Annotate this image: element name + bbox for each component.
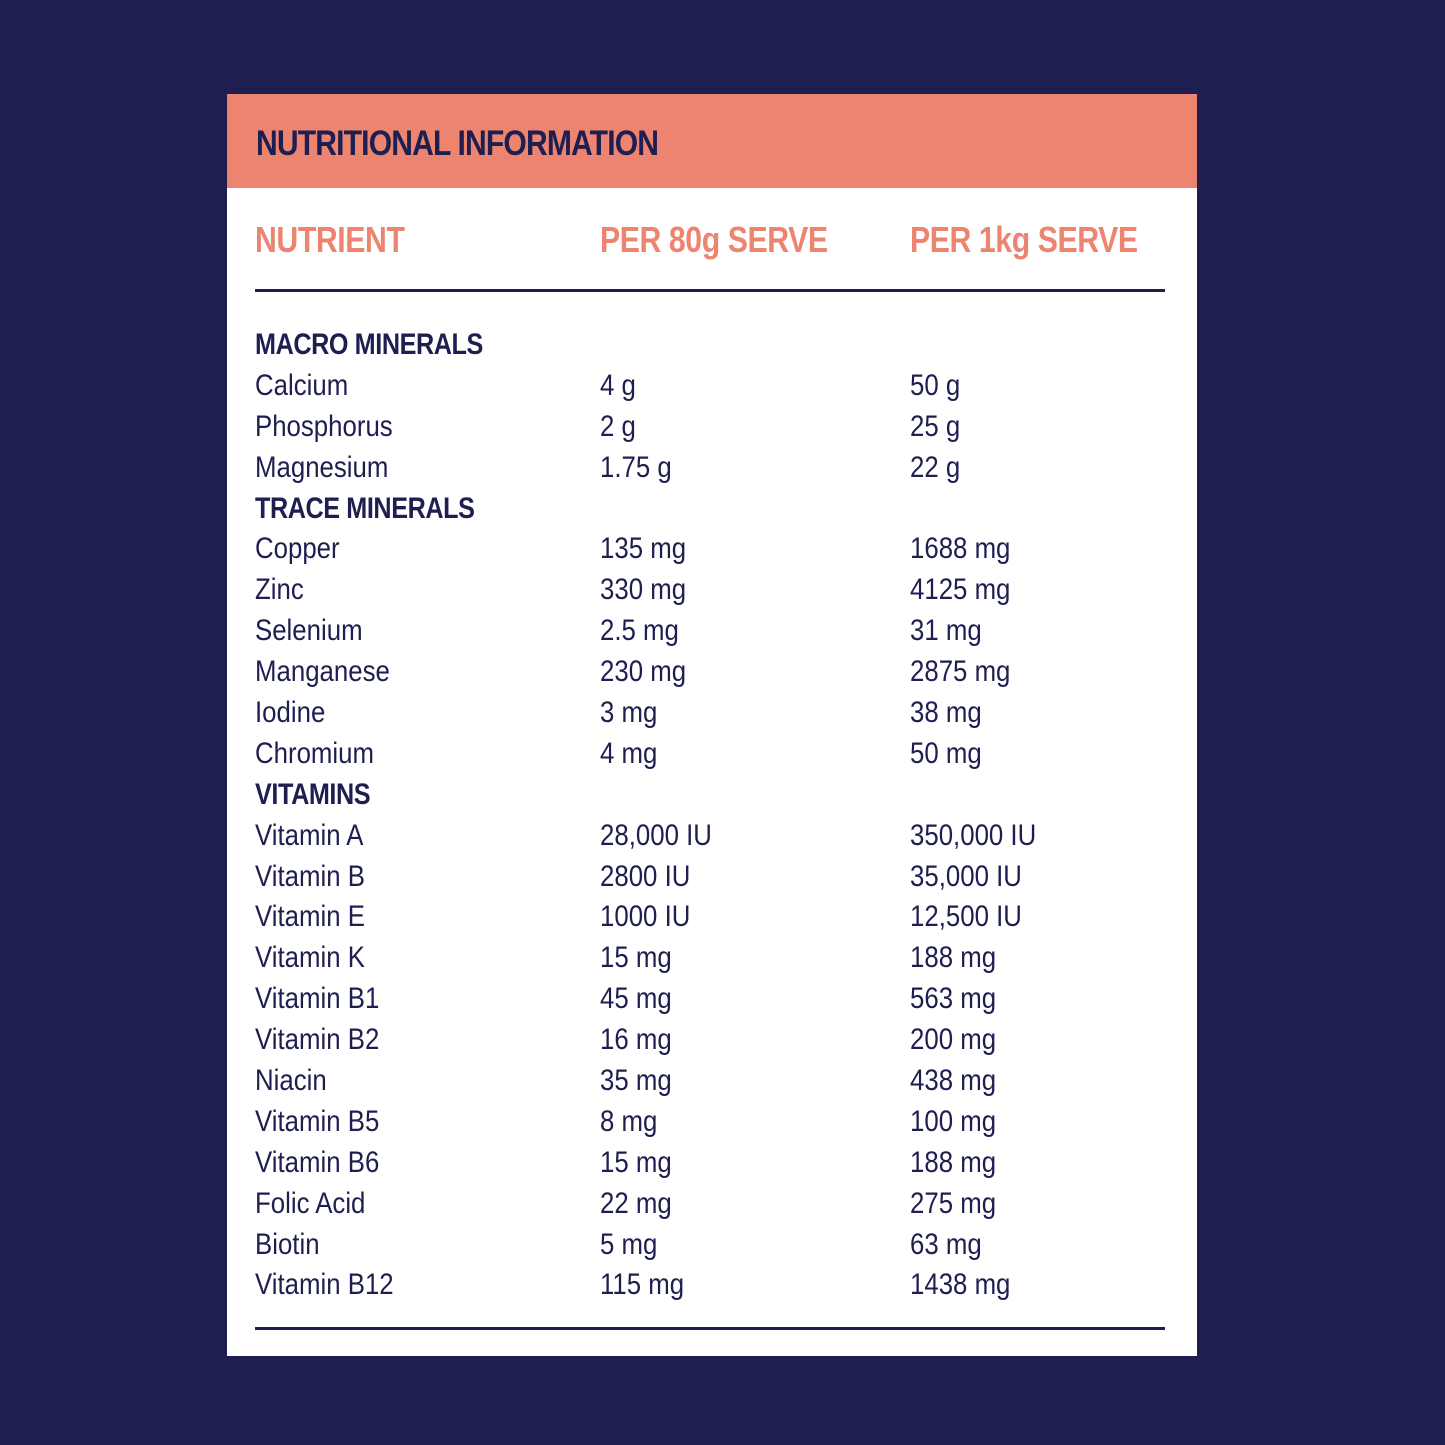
value-per-80g: 8 mg bbox=[600, 1104, 658, 1138]
table-row bbox=[227, 1102, 1197, 1143]
section-header-row bbox=[227, 489, 1197, 530]
value-per-1kg: 350,000 IU bbox=[910, 818, 1037, 852]
value-per-1kg: 188 mg bbox=[910, 1145, 997, 1179]
value-per-80g: 1000 IU bbox=[600, 900, 691, 934]
nutrient-name: Zinc bbox=[255, 573, 304, 607]
value-per-80g: 15 mg bbox=[600, 941, 672, 975]
value-per-1kg: 100 mg bbox=[910, 1104, 997, 1138]
nutrient-name: Chromium bbox=[255, 736, 374, 770]
value-per-1kg: 38 mg bbox=[910, 696, 982, 730]
value-per-1kg: 50 mg bbox=[910, 736, 982, 770]
nutrient-name: Niacin bbox=[255, 1064, 327, 1098]
nutrient-name: Magnesium bbox=[255, 450, 389, 484]
table-row bbox=[227, 816, 1197, 857]
value-per-80g: 22 mg bbox=[600, 1186, 672, 1220]
value-per-80g: 3 mg bbox=[600, 696, 658, 730]
section-title: TRACE MINERALS bbox=[255, 491, 475, 525]
table-row bbox=[227, 734, 1197, 775]
value-per-1kg: 1438 mg bbox=[910, 1268, 1011, 1302]
section-title: VITAMINS bbox=[255, 777, 371, 811]
table-row bbox=[227, 1184, 1197, 1225]
value-per-80g: 135 mg bbox=[600, 532, 687, 566]
table-row bbox=[227, 1020, 1197, 1061]
value-per-1kg: 2875 mg bbox=[910, 655, 1011, 689]
nutrient-name: Vitamin B5 bbox=[255, 1104, 380, 1138]
value-per-1kg: 4125 mg bbox=[910, 573, 1011, 607]
nutrient-table-body bbox=[227, 325, 1197, 1306]
value-per-80g: 2.5 mg bbox=[600, 614, 679, 648]
column-header-nutrient: NUTRIENT bbox=[255, 219, 405, 260]
table-row bbox=[227, 407, 1197, 448]
value-per-1kg: 12,500 IU bbox=[910, 900, 1022, 934]
value-per-80g: 4 mg bbox=[600, 736, 658, 770]
value-per-80g: 15 mg bbox=[600, 1145, 672, 1179]
title-banner bbox=[227, 94, 1197, 188]
table-row bbox=[227, 693, 1197, 734]
value-per-80g: 2 g bbox=[600, 409, 636, 443]
value-per-1kg: 563 mg bbox=[910, 982, 997, 1016]
nutrient-name: Iodine bbox=[255, 696, 326, 730]
value-per-1kg: 35,000 IU bbox=[910, 859, 1022, 893]
value-per-80g: 4 g bbox=[600, 368, 636, 402]
nutrition-panel bbox=[227, 94, 1197, 1356]
nutrient-name: Vitamin B1 bbox=[255, 982, 380, 1016]
header-divider bbox=[255, 289, 1165, 292]
nutrient-name: Selenium bbox=[255, 614, 363, 648]
value-per-1kg: 200 mg bbox=[910, 1023, 997, 1057]
table-row bbox=[227, 938, 1197, 979]
table-row bbox=[227, 448, 1197, 489]
footer-divider bbox=[255, 1327, 1165, 1330]
nutrient-name: Vitamin B bbox=[255, 859, 365, 893]
nutrient-name: Vitamin B2 bbox=[255, 1023, 380, 1057]
value-per-80g: 2800 IU bbox=[600, 859, 691, 893]
table-row bbox=[227, 1143, 1197, 1184]
section-header-row bbox=[227, 325, 1197, 366]
value-per-80g: 35 mg bbox=[600, 1064, 672, 1098]
value-per-1kg: 188 mg bbox=[910, 941, 997, 975]
value-per-80g: 16 mg bbox=[600, 1023, 672, 1057]
page-title: NUTRITIONAL INFORMATION bbox=[256, 124, 659, 163]
value-per-80g: 1.75 g bbox=[600, 450, 672, 484]
nutrient-name: Vitamin B12 bbox=[255, 1268, 394, 1302]
value-per-80g: 230 mg bbox=[600, 655, 687, 689]
section-title: MACRO MINERALS bbox=[255, 328, 483, 361]
value-per-1kg: 438 mg bbox=[910, 1064, 997, 1098]
table-row bbox=[227, 897, 1197, 938]
value-per-1kg: 1688 mg bbox=[910, 532, 1011, 566]
nutrient-name: Calcium bbox=[255, 368, 349, 402]
value-per-80g: 115 mg bbox=[600, 1268, 685, 1302]
nutrient-name: Folic Acid bbox=[255, 1186, 366, 1220]
nutrient-name: Vitamin A bbox=[255, 818, 364, 852]
value-per-1kg: 63 mg bbox=[910, 1227, 982, 1261]
value-per-80g: 28,000 IU bbox=[600, 818, 712, 852]
value-per-80g: 5 mg bbox=[600, 1227, 658, 1261]
table-row bbox=[227, 1061, 1197, 1102]
value-per-1kg: 25 g bbox=[910, 409, 961, 443]
nutrient-name: Phosphorus bbox=[255, 409, 393, 443]
nutrient-name: Biotin bbox=[255, 1227, 320, 1261]
nutrient-name: Copper bbox=[255, 532, 340, 566]
table-row bbox=[227, 1265, 1197, 1306]
table-row bbox=[227, 652, 1197, 693]
value-per-1kg: 275 mg bbox=[910, 1186, 997, 1220]
table-row bbox=[227, 570, 1197, 611]
table-row bbox=[227, 611, 1197, 652]
table-row bbox=[227, 857, 1197, 898]
value-per-80g: 45 mg bbox=[600, 982, 672, 1016]
section-header-row bbox=[227, 775, 1197, 816]
nutrient-name: Vitamin E bbox=[255, 900, 365, 934]
nutrient-name: Vitamin B6 bbox=[255, 1145, 380, 1179]
table-row bbox=[227, 366, 1197, 407]
value-per-1kg: 50 g bbox=[910, 368, 961, 402]
nutrient-name: Manganese bbox=[255, 655, 390, 689]
table-row bbox=[227, 529, 1197, 570]
value-per-80g: 330 mg bbox=[600, 573, 687, 607]
table-row bbox=[227, 979, 1197, 1020]
column-header-per-1kg: PER 1kg SERVE bbox=[910, 219, 1138, 260]
column-header-per-80g: PER 80g SERVE bbox=[600, 219, 828, 260]
table-row bbox=[227, 1225, 1197, 1266]
nutrient-name: Vitamin K bbox=[255, 941, 365, 975]
value-per-1kg: 31 mg bbox=[910, 614, 982, 648]
value-per-1kg: 22 g bbox=[910, 450, 961, 484]
